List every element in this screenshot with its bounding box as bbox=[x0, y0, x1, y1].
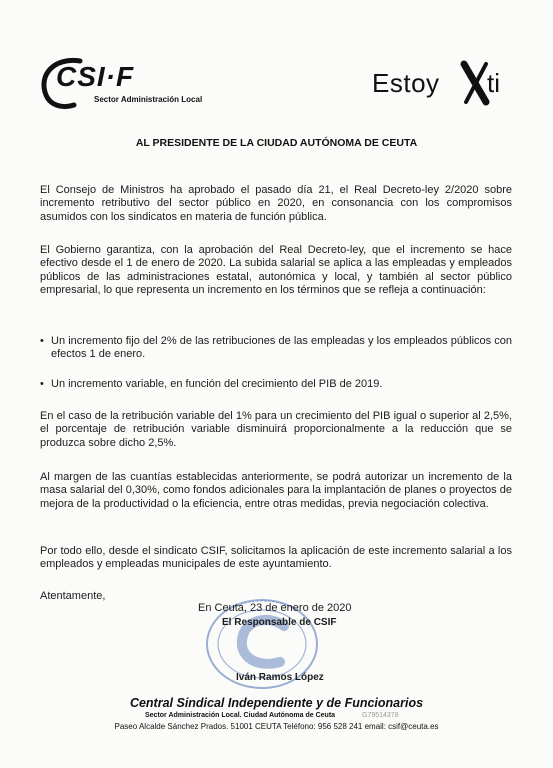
paragraph-3: En el caso de la retribución variable del 1% para un crecimiento del PIB igual o superior al 2,5%, el porcentaje de retribución variable disminuirá proporcionalmente a la reducción que se produzca sobre dicho 2,5%. bbox=[40, 410, 512, 449]
paragraph-5: Por todo ello, desde el sindicato CSIF, solicitamos la aplicación de este incremento salarial a los empleados y empleadas municipales de este ayuntamiento. bbox=[40, 545, 512, 571]
footer-organization: Central Sindical Independiente y de Funcionarios bbox=[129, 696, 424, 710]
csif-logo-text: CSI·F bbox=[56, 61, 135, 92]
faint-mark: · · · bbox=[372, 592, 380, 598]
csif-logo bbox=[36, 55, 246, 115]
csif-logo-subtitle: Sector Administración Local bbox=[94, 95, 203, 104]
bullet-icon: • bbox=[40, 378, 44, 390]
bullet-item bbox=[40, 378, 512, 391]
bullet-icon: • bbox=[40, 335, 44, 347]
estoy-x-ti-logo bbox=[372, 64, 522, 108]
ti-logo-text: ti bbox=[487, 68, 500, 98]
x-mark-icon bbox=[460, 60, 490, 106]
footer-code: G79514378 bbox=[362, 712, 399, 719]
closing-salutation: Atentamente, bbox=[40, 590, 106, 602]
estoy-logo-text: Estoy bbox=[372, 68, 440, 98]
paragraph-4: Al margen de las cuantías establecidas anteriormente, se podrá autorizar un incremento de la masa salarial del 0,30%, como fondos adicionales para la implantación de planes o proyectos de mejora de la productividad o la eficiencia, entre otras medidas, previa negociación colectiva. bbox=[40, 471, 512, 510]
footer-address: Paseo Alcalde Sánchez Prados. 51001 CEUTA Teléfono: 956 528 241 email: csif@ceuta.es bbox=[114, 722, 439, 731]
signature-title: El Responsable de CSIF bbox=[222, 617, 337, 628]
paragraph-1: El Consejo de Ministros ha aprobado el pasado día 21, el Real Decreto-ley 2/2020 sobre incremento retributivo del sector público en 2020, en consonancia con los compromisos asumidos con los sindicatos en materia de función pública. bbox=[40, 184, 512, 223]
document-title: AL PRESIDENTE DE LA CIUDAD AUTÓNOMA DE CEUTA bbox=[135, 137, 418, 149]
bullet-text: Un incremento variable, en función del crecimiento del PIB de 2019. bbox=[51, 378, 383, 390]
date-line: En Ceuta, 23 de enero de 2020 bbox=[198, 602, 352, 614]
paragraph-2: El Gobierno garantiza, con la aprobación del Real Decreto-ley, que el incremento se hace efectivo desde el 1 de enero de 2020. La subida salarial se aplica a las empleadas y empleados públicos de las administraciones estatal, autonómica y local, y también al sector público empresarial, lo que representa un incremento en los términos que se refleja a continuación: bbox=[40, 244, 512, 297]
footer-sector-line: Sector Administración Local. Ciudad Autónoma de Ceuta bbox=[145, 712, 336, 719]
bullet-text: Un incremento fijo del 2% de las retribuciones de las empleadas y los empleados públicos con efectos 1 de enero. bbox=[51, 335, 512, 361]
bullet-item bbox=[40, 335, 512, 362]
signer-name: Iván Ramos López bbox=[236, 672, 324, 683]
